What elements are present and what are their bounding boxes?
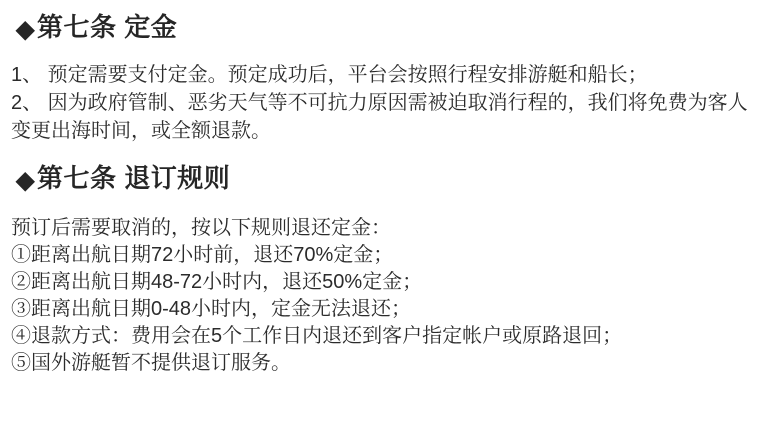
cancellation-section-heading [0,163,770,196]
cancellation-rules-block [0,215,770,377]
diamond-bullet-icon: ◆ [16,167,35,194]
deposit-term-line-2: 2、 因为政府管制、恶劣天气等不可抗力原因需被迫取消行程的，我们将免费为客人 [11,92,748,114]
cancellation-rule-4: ④退款方式：费用会在5个工作日内退还到客户指定帐户或原路退回； [11,325,623,347]
cancellation-rule-3: ③距离出航日期0-48小时内，定金无法退还； [11,298,412,320]
cancellation-rule-5: ⑤国外游艇暂不提供退订服务。 [11,352,291,374]
cancellation-section-title: 第七条 退订规则 [36,163,231,193]
deposit-section-title: 第七条 定金 [36,12,178,42]
deposit-terms-block [0,61,770,145]
deposit-term-line-1: 1、 预定需要支付定金。预定成功后，平台会按照行程安排游艇和船长； [11,64,648,86]
deposit-section-heading [0,0,770,45]
cancellation-rule-2: ②距离出航日期48-72小时内，退还50%定金； [11,271,423,293]
cancellation-rule-1: ①距离出航日期72小时前，退还70%定金； [11,244,394,266]
diamond-bullet-icon: ◆ [16,16,35,43]
deposit-term-line-3: 变更出海时间，或全额退款。 [11,120,271,142]
cancellation-rules-intro: 预订后需要取消的，按以下规则退还定金： [11,217,391,239]
